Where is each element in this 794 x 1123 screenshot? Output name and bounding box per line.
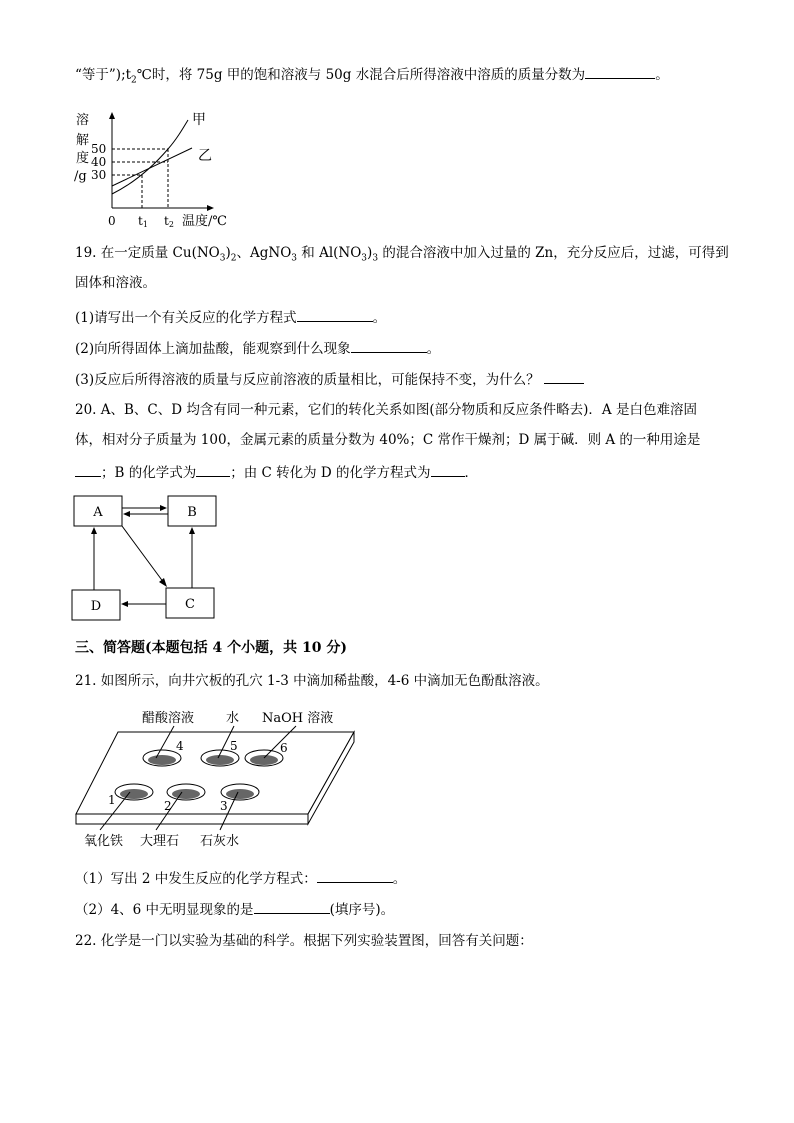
y-tick-30: 30 xyxy=(91,168,107,182)
q21-part2: （2）4、6 中无明显现象的是 (填序号)。 xyxy=(75,899,394,920)
y-tick-40: 40 xyxy=(91,155,107,169)
series-yi-label: 乙 xyxy=(198,148,212,164)
q20-line2: 体，相对分子质量为 100，金属元素的质量分数为 40%；C 常作干燥剂；D 属于碱．则 A 的一种用途是 xyxy=(75,432,701,448)
q19-part3: (3)反应后所得溶液的质量与反应前溶液的质量相比，可能保持不变，为什么？ xyxy=(75,369,584,390)
y-label-char: 度 xyxy=(76,151,90,166)
y-tick-50: 50 xyxy=(91,142,107,156)
curve-yi xyxy=(112,148,192,186)
q20-equation-blank[interactable] xyxy=(431,462,465,477)
q19-stem-line2: 固体和溶液。 xyxy=(75,275,156,291)
label-water: 水 xyxy=(226,711,240,726)
q19-part2: (2)向所得固体上滴加盐酸，能观察到什么现象 。 xyxy=(75,338,440,359)
curve-jia xyxy=(112,120,188,194)
label-iron-oxide: 氧化铁 xyxy=(84,834,124,849)
x-axis-arrow xyxy=(207,205,214,211)
box-C-label: C xyxy=(185,597,195,612)
q20-line3: ；B 的化学式为 ；由 C 转化为 D 的化学方程式为 ． xyxy=(75,462,478,483)
label-acetic: 醋酸溶液 xyxy=(142,711,195,726)
label-marble: 大理石 xyxy=(140,834,180,849)
t2-label: t2 xyxy=(164,214,174,229)
box-B-label: B xyxy=(187,505,197,520)
t1-label: t1 xyxy=(138,214,148,229)
number-5: 5 xyxy=(230,739,238,753)
y-axis-arrow xyxy=(109,112,115,119)
q19-part2-blank[interactable] xyxy=(351,338,427,353)
q20-use-blank[interactable] xyxy=(75,462,101,477)
wells-back xyxy=(143,750,283,766)
plate-top xyxy=(76,732,354,814)
q19-part3-blank[interactable] xyxy=(544,369,584,384)
origin-label: 0 xyxy=(108,214,116,228)
q21-part2-blank[interactable] xyxy=(254,899,330,914)
number-2: 2 xyxy=(164,799,172,813)
q22-stem: 22. 化学是一门以实验为基础的科学。根据下列实验装置图，回答有关问题： xyxy=(75,933,533,949)
number-4: 4 xyxy=(176,739,184,753)
y-label-char: /g xyxy=(74,169,87,184)
y-label-char: 解 xyxy=(76,133,90,148)
q18-answer-blank[interactable] xyxy=(585,64,655,79)
wells-front xyxy=(115,784,259,800)
well-plate-figure xyxy=(70,702,360,852)
q21-stem: 21. 如图所示，向井穴板的孔穴 1-3 中滴加稀盐酸，4-6 中滴加无色酚酞溶液。 xyxy=(75,673,549,689)
q21-part1-blank[interactable] xyxy=(317,868,393,883)
q18-tail-line: “等于$”);t_2℃$时，将 75g 甲的饱和溶液与 50g 水混合后所得溶液中溶质的质量分数为 。 xyxy=(75,64,669,91)
q19-part1: (1)请写出一个有关反应的化学方程式 。 xyxy=(75,307,386,328)
series-jia-label: 甲 xyxy=(192,112,206,128)
box-D-label: D xyxy=(90,599,102,614)
number-1: 1 xyxy=(108,793,116,807)
box-A-label: A xyxy=(93,505,103,520)
label-naoh: NaOH 溶液 xyxy=(262,711,334,726)
q20-line1: 20. A、B、C、D 均含有同一种元素，它们的转化关系如图(部分物质和反应条件略去)．A 是白色难溶固 xyxy=(75,402,697,418)
arrow-A-C xyxy=(122,526,164,583)
number-3: 3 xyxy=(220,799,228,813)
conversion-diagram xyxy=(70,492,230,624)
solubility-graph xyxy=(70,108,240,230)
x-axis-label: 温度/℃ xyxy=(182,214,227,229)
plate-front xyxy=(76,814,308,824)
y-label-char: 溶 xyxy=(76,113,90,128)
q21-part1: （1）写出 2 中发生反应的化学方程式： 。 xyxy=(75,868,406,889)
label-limewater: 石灰水 xyxy=(200,834,240,849)
q19-stem: 19. 在一定质量 $Cu(NO_3)_2$、AgNO$_3$ 和 $Al(NO_3)_3$ 的混合溶液中加入过量的 Zn，充分反应后，过滤，可得到 xyxy=(75,245,729,264)
section-3-heading: 三、简答题(本题包括 4 个小题，共 10 分) xyxy=(75,640,347,656)
q19-part1-blank[interactable] xyxy=(297,307,373,322)
number-6: 6 xyxy=(280,741,288,755)
q20-formula-blank[interactable] xyxy=(196,462,230,477)
